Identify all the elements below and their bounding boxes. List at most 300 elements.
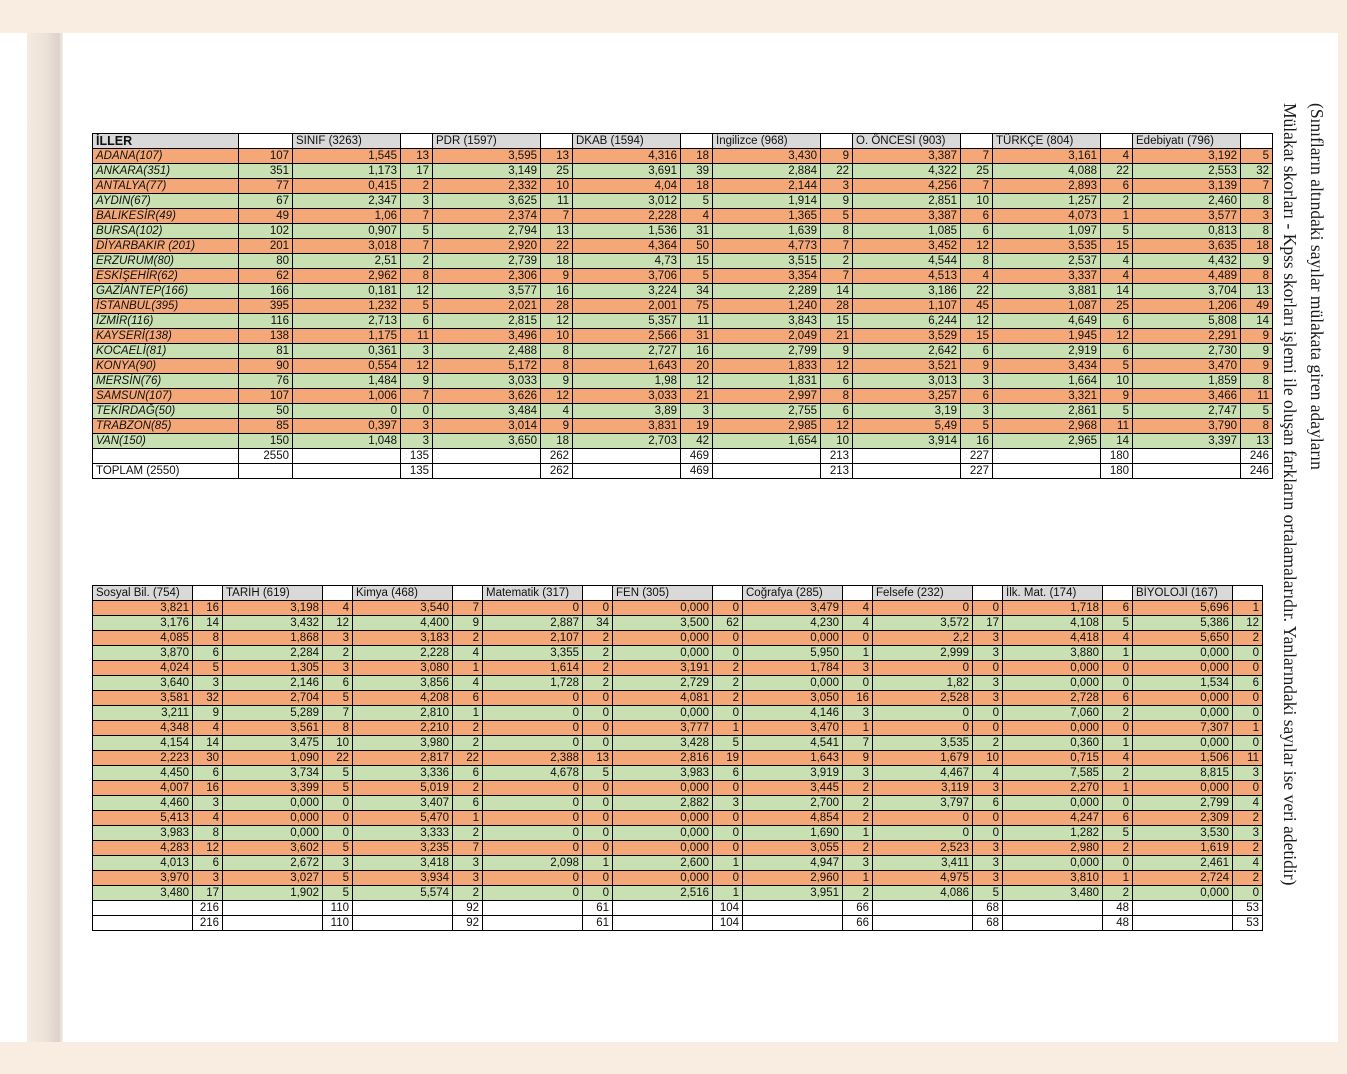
score-cell: 1,902 (223, 886, 323, 901)
table2-subject-header: Felsefe (232) (873, 586, 973, 601)
count-cell: 22 (541, 239, 573, 254)
count-cell: 9 (1241, 329, 1273, 344)
score-cell: 3,19 (853, 404, 961, 419)
city-count-cell: 102 (239, 224, 293, 239)
score-cell: 0 (293, 404, 401, 419)
count-cell: 12 (681, 374, 713, 389)
table2-subject-header: TARİH (619) (223, 586, 323, 601)
count-cell: 2 (1101, 194, 1133, 209)
score-cell: 0,000 (223, 826, 323, 841)
count-cell: 5 (323, 691, 353, 706)
score-cell: 2,999 (873, 646, 973, 661)
score-cell: 2,388 (483, 751, 583, 766)
score-cell: 0 (483, 796, 583, 811)
table-upper-header-row (93, 134, 1273, 149)
count-cell: 9 (453, 616, 483, 631)
count-cell: 39 (681, 164, 713, 179)
score-cell: 3,919 (743, 766, 843, 781)
count-cell: 5 (1241, 404, 1273, 419)
table2-subject-header: FEN (305) (613, 586, 713, 601)
count-cell: 10 (541, 329, 573, 344)
count-cell: 0 (713, 781, 743, 796)
score-cell: 2,306 (433, 269, 541, 284)
score-cell: 4,283 (93, 841, 193, 856)
score-cell: 2,309 (1133, 811, 1233, 826)
count-cell: 12 (821, 419, 853, 434)
count-cell: 7 (843, 736, 873, 751)
count-cell: 17 (973, 616, 1003, 631)
blank-cell (223, 901, 323, 916)
count-cell: 13 (541, 224, 573, 239)
score-cell: 4,316 (573, 149, 681, 164)
table1-subject-header: DKAB (1594) (573, 134, 681, 149)
score-cell: 3,475 (223, 736, 323, 751)
score-cell: 0 (483, 811, 583, 826)
blank-cell (713, 449, 821, 464)
count-cell: 14 (193, 736, 223, 751)
score-cell: 5,574 (353, 886, 453, 901)
count-cell: 4 (193, 811, 223, 826)
count-cell: 6 (193, 856, 223, 871)
count-cell: 4 (1233, 856, 1263, 871)
count-cell: 5 (323, 781, 353, 796)
blank-cell (483, 916, 583, 931)
score-cell: 0 (483, 601, 583, 616)
subject-total-cell: 104 (713, 916, 743, 931)
page-fold-shadow (27, 33, 63, 1042)
table1-subject-header: SINIF (3263) (293, 134, 401, 149)
score-cell: 5,950 (743, 646, 843, 661)
count-cell: 9 (193, 706, 223, 721)
score-cell: 2,144 (713, 179, 821, 194)
score-cell: 3,452 (853, 239, 961, 254)
score-cell: 4,146 (743, 706, 843, 721)
score-cell: 0,000 (1003, 721, 1103, 736)
score-cell: 2,817 (353, 751, 453, 766)
city-count-cell: 90 (239, 359, 293, 374)
count-cell: 1 (1233, 721, 1263, 736)
subject-total-cell: 227 (961, 449, 993, 464)
data-row (93, 601, 1263, 616)
count-cell: 10 (1101, 374, 1133, 389)
blank-cell (353, 916, 453, 931)
score-cell: 3,050 (743, 691, 843, 706)
score-cell: 1,619 (1133, 841, 1233, 856)
blank-cell (93, 916, 193, 931)
subject-total-cell: 61 (583, 901, 613, 916)
count-cell: 12 (541, 389, 573, 404)
score-cell: 2,882 (613, 796, 713, 811)
score-cell: 3,321 (993, 389, 1101, 404)
score-cell: 4,007 (93, 781, 193, 796)
score-cell: 4,73 (573, 254, 681, 269)
score-cell: 2,2 (873, 631, 973, 646)
count-cell: 13 (401, 149, 433, 164)
score-cell: 2,851 (853, 194, 961, 209)
score-cell: 1,282 (1003, 826, 1103, 841)
table1-blank-header (961, 134, 993, 149)
count-cell: 12 (541, 314, 573, 329)
subject-total-cell: 180 (1101, 449, 1133, 464)
count-cell: 6 (821, 404, 853, 419)
count-cell: 4 (1103, 631, 1133, 646)
score-cell: 0 (873, 706, 973, 721)
city-count-cell: 201 (239, 239, 293, 254)
score-cell: 2,146 (223, 676, 323, 691)
score-cell: 7,060 (1003, 706, 1103, 721)
score-cell: 3,470 (1133, 359, 1241, 374)
count-cell: 5 (323, 766, 353, 781)
count-cell: 31 (681, 329, 713, 344)
score-cell: 4,348 (93, 721, 193, 736)
toplam-row (93, 916, 1263, 931)
count-cell: 3 (453, 871, 483, 886)
count-cell: 8 (541, 359, 573, 374)
count-cell: 9 (1241, 254, 1273, 269)
score-cell: 0 (483, 721, 583, 736)
count-cell: 0 (713, 601, 743, 616)
score-cell: 0,000 (743, 631, 843, 646)
score-cell: 1,173 (293, 164, 401, 179)
score-cell: 1,257 (993, 194, 1101, 209)
city-row (93, 284, 1273, 299)
score-cell: 3,540 (353, 601, 453, 616)
score-cell: 0,000 (613, 841, 713, 856)
score-cell: 3,336 (353, 766, 453, 781)
count-cell: 7 (541, 209, 573, 224)
score-cell: 4,513 (853, 269, 961, 284)
count-cell: 3 (973, 781, 1003, 796)
count-cell: 75 (681, 299, 713, 314)
count-cell: 4 (1101, 254, 1133, 269)
count-cell: 3 (401, 194, 433, 209)
score-cell: 2,460 (1133, 194, 1241, 209)
score-cell: 0 (873, 721, 973, 736)
city-row (93, 179, 1273, 194)
count-cell: 3 (401, 419, 433, 434)
score-cell: 2,985 (713, 419, 821, 434)
score-cell: 4,322 (853, 164, 961, 179)
data-row (93, 706, 1263, 721)
count-cell: 11 (1233, 751, 1263, 766)
city-name-cell: ADANA(107) (93, 149, 239, 164)
count-cell: 12 (1101, 329, 1133, 344)
score-cell: 3,821 (93, 601, 193, 616)
score-cell: 4,364 (573, 239, 681, 254)
score-cell: 2,210 (353, 721, 453, 736)
score-cell: 1,06 (293, 209, 401, 224)
score-cell: 3,387 (853, 149, 961, 164)
count-cell: 5 (323, 886, 353, 901)
score-cell: 3,176 (93, 616, 193, 631)
city-count-cell: 62 (239, 269, 293, 284)
score-cell: 3,445 (743, 781, 843, 796)
score-cell: 0,000 (613, 706, 713, 721)
score-cell: 2,228 (353, 646, 453, 661)
count-cell: 3 (973, 631, 1003, 646)
count-cell: 17 (193, 886, 223, 901)
count-cell: 3 (193, 796, 223, 811)
city-name-cell: AYDIN(67) (93, 194, 239, 209)
count-cell: 5 (681, 269, 713, 284)
score-cell: 3,470 (743, 721, 843, 736)
score-cell: 3,484 (433, 404, 541, 419)
data-row (93, 811, 1263, 826)
score-cell: 4,04 (573, 179, 681, 194)
count-cell: 16 (193, 601, 223, 616)
count-cell: 42 (681, 434, 713, 449)
count-cell: 12 (821, 359, 853, 374)
score-cell: 0 (873, 661, 973, 676)
count-cell: 3 (401, 434, 433, 449)
count-cell: 2 (583, 676, 613, 691)
count-cell: 12 (961, 239, 993, 254)
count-cell: 5 (1103, 616, 1133, 631)
score-cell: 4,467 (873, 766, 973, 781)
score-cell: 3,387 (853, 209, 961, 224)
count-cell: 9 (541, 374, 573, 389)
score-cell: 0,000 (1133, 691, 1233, 706)
count-cell: 50 (681, 239, 713, 254)
table1-blank-header (681, 134, 713, 149)
table2-blank-header (193, 586, 223, 601)
city-count-cell: 166 (239, 284, 293, 299)
data-row (93, 721, 1263, 736)
score-cell: 2,703 (573, 434, 681, 449)
score-cell: 3,704 (1133, 284, 1241, 299)
city-name-cell: SAMSUN(107) (93, 389, 239, 404)
data-row (93, 886, 1263, 901)
count-cell: 18 (541, 254, 573, 269)
score-cell: 4,678 (483, 766, 583, 781)
count-cell: 18 (1241, 239, 1273, 254)
score-cell: 3,577 (1133, 209, 1241, 224)
count-cell: 16 (193, 781, 223, 796)
toplam-label-cell: TOPLAM (2550) (93, 464, 239, 479)
count-cell: 1 (843, 871, 873, 886)
totals-row (93, 901, 1263, 916)
score-cell: 4,085 (93, 631, 193, 646)
score-cell: 1,534 (1133, 676, 1233, 691)
score-cell: 3,496 (433, 329, 541, 344)
table1-blank-header (541, 134, 573, 149)
count-cell: 16 (541, 284, 573, 299)
subject-total-cell: 262 (541, 464, 573, 479)
count-cell: 2 (1103, 841, 1133, 856)
city-row (93, 254, 1273, 269)
count-cell: 0 (973, 721, 1003, 736)
subject-total-cell: 92 (453, 916, 483, 931)
count-cell: 2 (583, 631, 613, 646)
count-cell: 0 (1233, 691, 1263, 706)
score-cell: 2,289 (713, 284, 821, 299)
city-count-cell: 107 (239, 389, 293, 404)
score-cell: 3,626 (433, 389, 541, 404)
count-cell: 0 (713, 841, 743, 856)
count-cell: 17 (401, 164, 433, 179)
count-cell: 0 (583, 796, 613, 811)
count-cell: 5 (401, 224, 433, 239)
score-cell: 2,724 (1133, 871, 1233, 886)
score-cell: 3,337 (993, 269, 1101, 284)
score-cell: 2,815 (433, 314, 541, 329)
score-cell: 3,014 (433, 419, 541, 434)
score-cell: 1,82 (873, 676, 973, 691)
score-cell: 0,000 (1003, 676, 1103, 691)
count-cell: 2 (1233, 871, 1263, 886)
table1-blank-header (821, 134, 853, 149)
data-row (93, 616, 1263, 631)
city-count-cell: 49 (239, 209, 293, 224)
count-cell: 5 (821, 209, 853, 224)
score-cell: 1,643 (743, 751, 843, 766)
score-cell: 0,000 (1003, 856, 1103, 871)
count-cell: 7 (401, 389, 433, 404)
data-row (93, 796, 1263, 811)
count-cell: 0 (1233, 886, 1263, 901)
blank-cell (873, 901, 973, 916)
blank-cell (1133, 449, 1241, 464)
count-cell: 0 (1103, 721, 1133, 736)
count-cell: 3 (973, 871, 1003, 886)
score-cell: 3,428 (613, 736, 713, 751)
score-cell: 0 (483, 736, 583, 751)
table1-corner-header: İLLER (93, 134, 239, 149)
count-cell: 6 (961, 344, 993, 359)
score-cell: 7,585 (1003, 766, 1103, 781)
table1-subject-header: İngilizce (968) (713, 134, 821, 149)
count-cell: 6 (961, 224, 993, 239)
count-cell: 5 (401, 299, 433, 314)
count-cell: 4 (1103, 751, 1133, 766)
count-cell: 10 (323, 736, 353, 751)
score-cell: 0,000 (223, 811, 323, 826)
score-cell: 3,411 (873, 856, 973, 871)
count-cell: 0 (1233, 646, 1263, 661)
subject-total-cell: 48 (1103, 916, 1133, 931)
score-cell: 3,970 (93, 871, 193, 886)
count-cell: 2 (713, 661, 743, 676)
count-cell: 2 (583, 646, 613, 661)
count-cell: 32 (1241, 164, 1273, 179)
city-row (93, 224, 1273, 239)
score-cell: 5,49 (853, 419, 961, 434)
count-cell: 0 (583, 811, 613, 826)
score-cell: 4,460 (93, 796, 193, 811)
count-cell: 0 (1233, 661, 1263, 676)
score-cell: 1,545 (293, 149, 401, 164)
data-row (93, 751, 1263, 766)
score-cell: 1,679 (873, 751, 973, 766)
count-cell: 6 (453, 691, 483, 706)
count-cell: 22 (453, 751, 483, 766)
count-cell: 3 (401, 344, 433, 359)
score-cell: 1,718 (1003, 601, 1103, 616)
score-cell: 2,962 (293, 269, 401, 284)
count-cell: 1 (713, 721, 743, 736)
city-row (93, 164, 1273, 179)
data-row (93, 691, 1263, 706)
score-cell: 2,553 (1133, 164, 1241, 179)
score-cell: 0,000 (1133, 706, 1233, 721)
score-cell: 0,000 (613, 646, 713, 661)
score-cell: 2,021 (433, 299, 541, 314)
count-cell: 45 (961, 299, 993, 314)
count-cell: 5 (583, 766, 613, 781)
score-cell: 2,968 (993, 419, 1101, 434)
count-cell: 2 (453, 826, 483, 841)
count-cell: 1 (1103, 736, 1133, 751)
count-cell: 62 (713, 616, 743, 631)
count-cell: 6 (1101, 344, 1133, 359)
score-cell: 3,198 (223, 601, 323, 616)
count-cell: 4 (541, 404, 573, 419)
count-cell: 7 (453, 601, 483, 616)
score-cell: 1,232 (293, 299, 401, 314)
score-cell: 2,893 (993, 179, 1101, 194)
count-cell: 8 (821, 389, 853, 404)
score-cell: 3,777 (613, 721, 713, 736)
count-cell: 6 (961, 209, 993, 224)
score-cell: 0 (483, 706, 583, 721)
subject-total-cell: 469 (681, 449, 713, 464)
score-cell: 4,432 (1133, 254, 1241, 269)
score-cell: 0,715 (1003, 751, 1103, 766)
count-cell: 25 (961, 164, 993, 179)
score-cell: 1,365 (713, 209, 821, 224)
score-cell: 1,006 (293, 389, 401, 404)
count-cell: 0 (973, 661, 1003, 676)
table2-subject-header: İlk. Mat. (174) (1003, 586, 1103, 601)
count-cell: 4 (1233, 796, 1263, 811)
score-cell: 2,461 (1133, 856, 1233, 871)
count-cell: 10 (961, 194, 993, 209)
table2-subject-header: Kimya (468) (353, 586, 453, 601)
score-cell: 3,951 (743, 886, 843, 901)
score-cell: 4,649 (993, 314, 1101, 329)
count-cell: 5 (1101, 359, 1133, 374)
count-cell: 0 (583, 736, 613, 751)
subject-total-cell: 135 (401, 464, 433, 479)
count-cell: 8 (541, 344, 573, 359)
city-row (93, 149, 1273, 164)
score-cell: 2,810 (353, 706, 453, 721)
count-cell: 2 (843, 781, 873, 796)
table1-subject-header: O. ÖNCESİ (903) (853, 134, 961, 149)
score-cell: 0,000 (1133, 886, 1233, 901)
score-cell: 1,240 (713, 299, 821, 314)
table2-subject-header: Coğrafya (285) (743, 586, 843, 601)
subject-total-cell: 135 (401, 449, 433, 464)
score-cell: 4,247 (1003, 811, 1103, 826)
score-cell: 4,400 (353, 616, 453, 631)
score-cell: 1,664 (993, 374, 1101, 389)
score-cell: 3,706 (573, 269, 681, 284)
score-cell: 2,672 (223, 856, 323, 871)
data-row (93, 781, 1263, 796)
score-cell: 2,713 (293, 314, 401, 329)
score-cell: 3,183 (353, 631, 453, 646)
score-cell: 0,000 (1003, 796, 1103, 811)
count-cell: 11 (1101, 419, 1133, 434)
city-row (93, 194, 1273, 209)
score-cell: 1,107 (853, 299, 961, 314)
score-cell: 1,859 (1133, 374, 1241, 389)
subject-total-cell: 66 (843, 901, 873, 916)
count-cell: 0 (323, 826, 353, 841)
count-cell: 5 (713, 736, 743, 751)
count-cell: 22 (961, 284, 993, 299)
